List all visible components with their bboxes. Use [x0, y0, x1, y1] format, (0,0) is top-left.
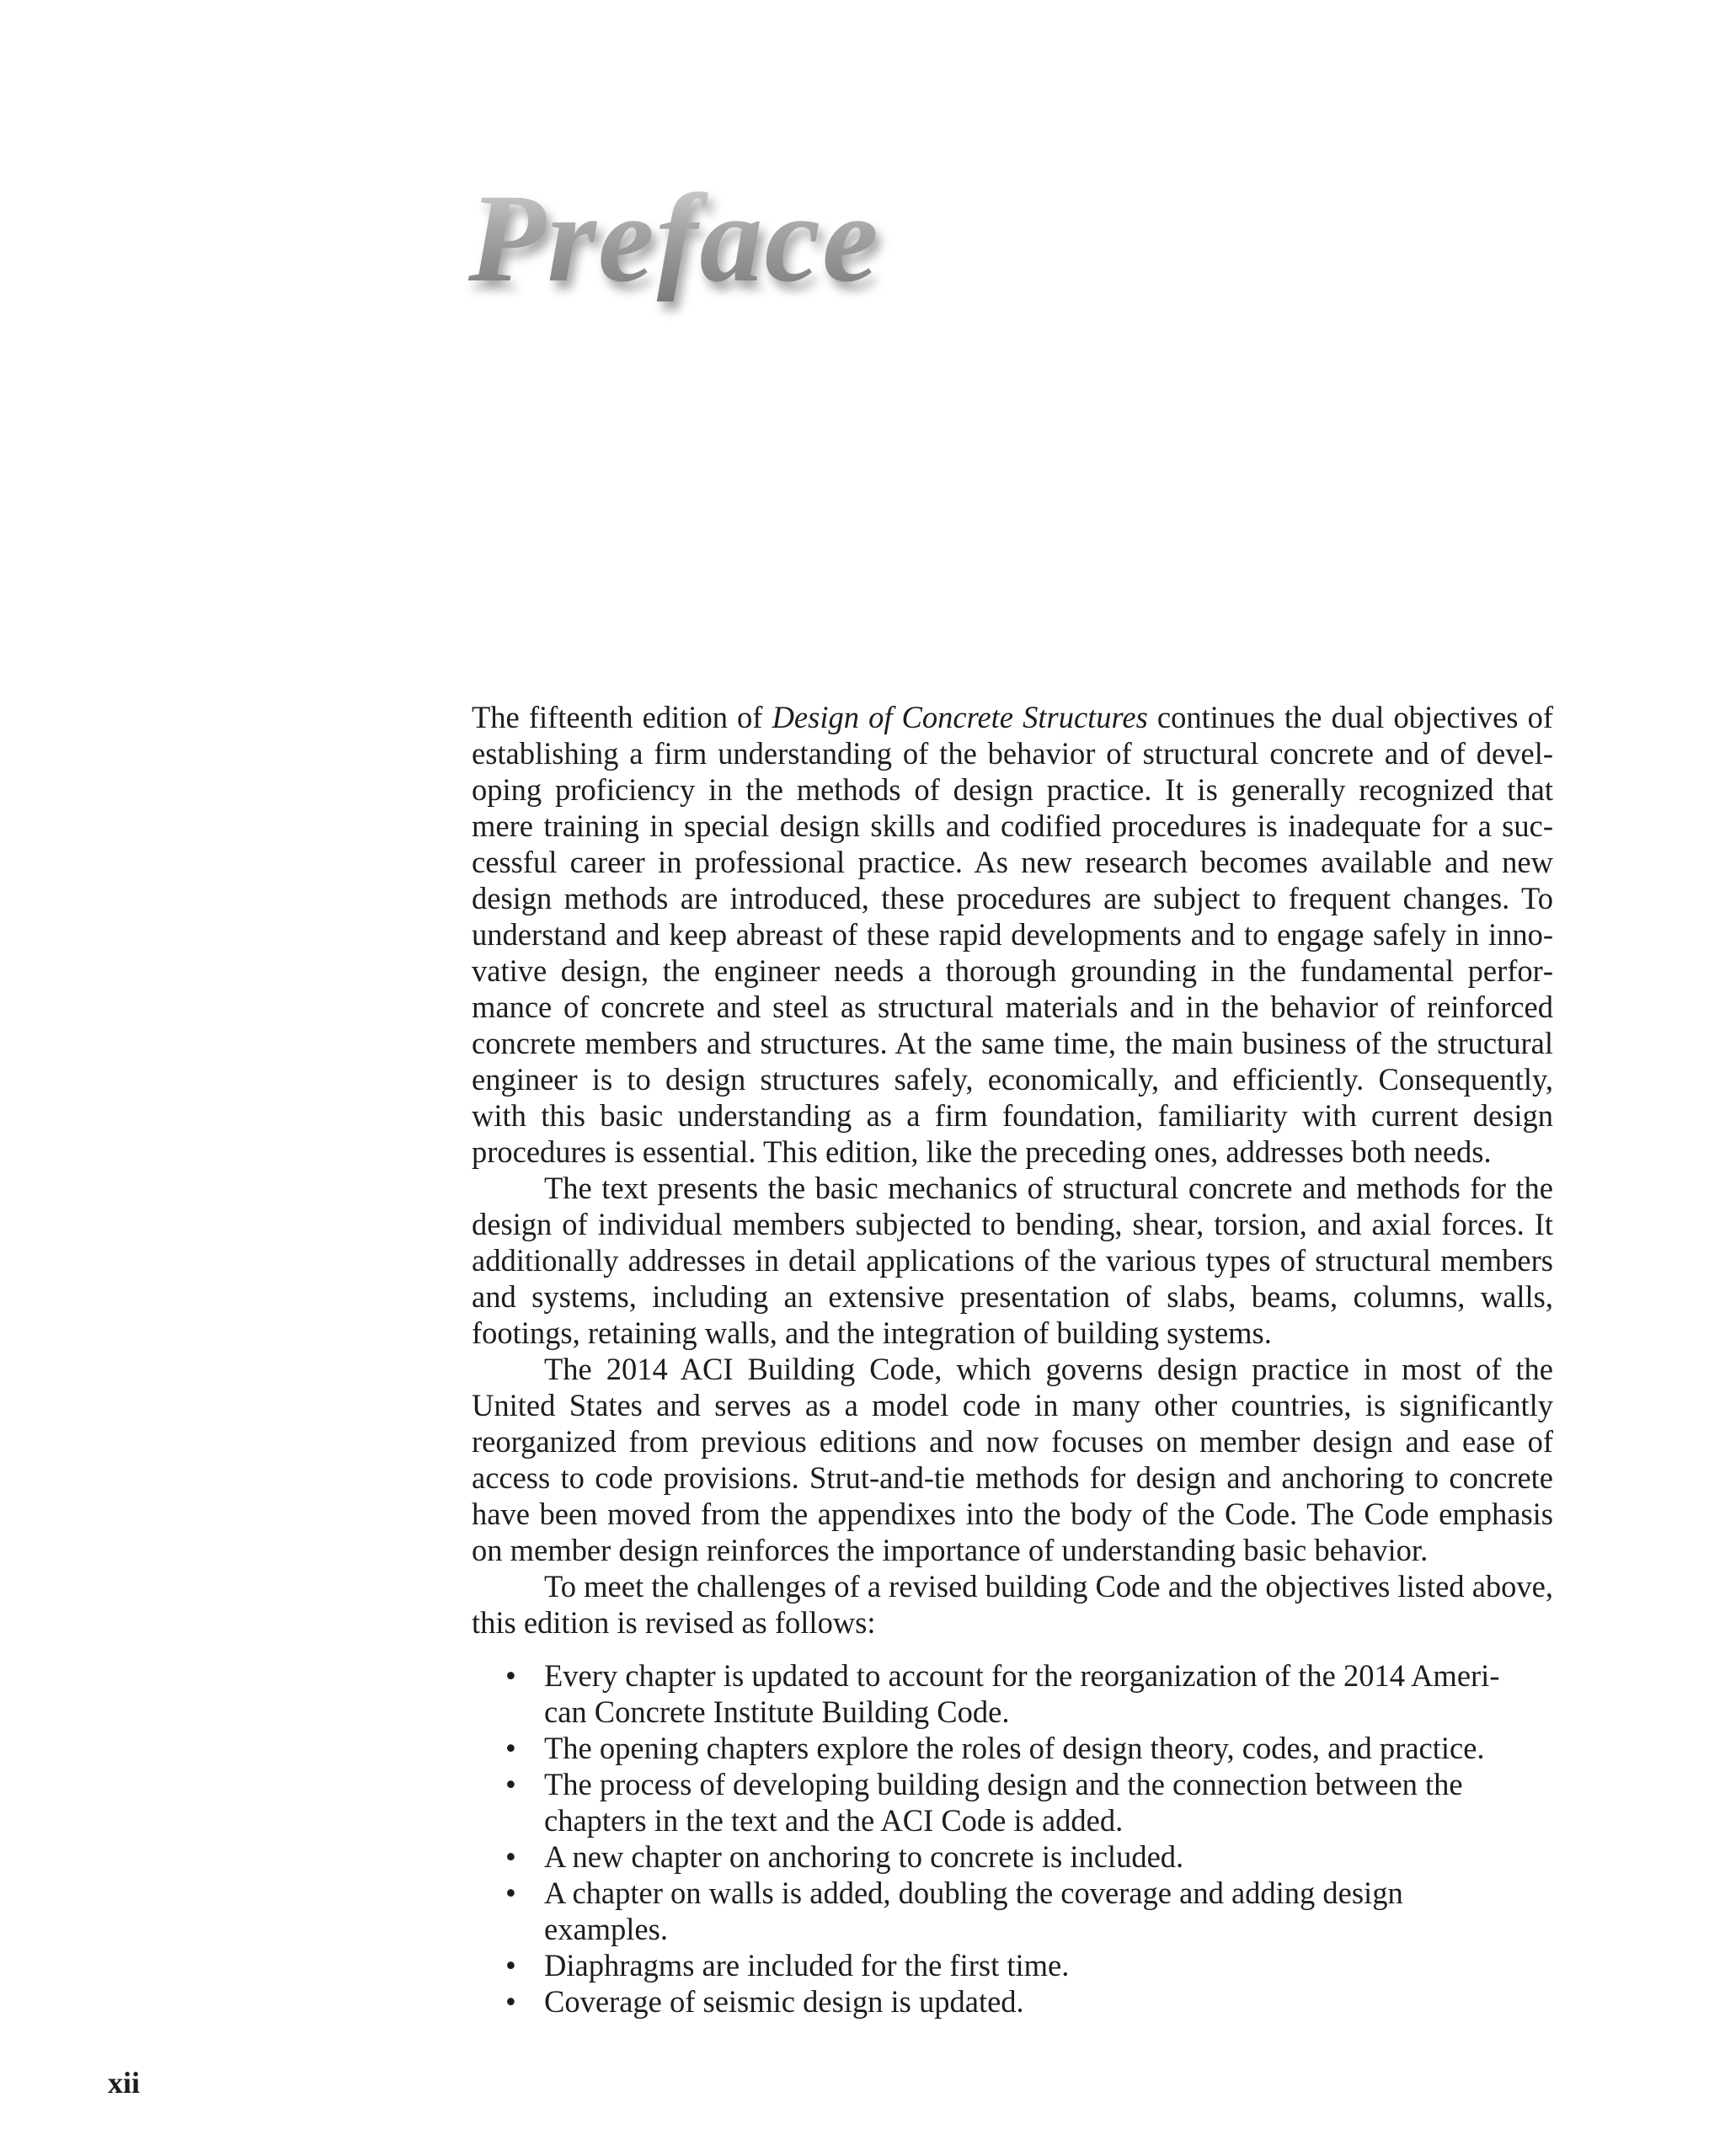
list-item — [472, 1838, 1553, 1875]
list-item — [472, 1947, 1553, 1983]
bullet-icon: • — [505, 1984, 516, 2019]
page-number: xii — [108, 2066, 141, 2100]
bullet-icon: • — [505, 1876, 516, 1910]
list-item-text: A chapter on walls is added, doubling the coverage and adding design examples. — [544, 1876, 1403, 1946]
paragraph-1-lead: The fifteenth edition of — [472, 700, 772, 734]
bullet-icon: • — [505, 1767, 516, 1801]
list-item-text: Diaphragms are included for the first time. — [544, 1948, 1070, 1983]
paragraph-1-rest: continues the dual objectives of establishing a firm understanding of the behavior of structural concrete and of developing proficiency in the methods of design practice. It is generally recognized that mere training in special design skills and codified procedures is inadequate for a successful career in professional practice. As new research becomes available and new design methods are introduced, these procedures are subject to frequent changes. To understand and keep abreast of these rapid developments and to engage safely in innovative design, the engineer needs a thorough grounding in the fundamental performance of concrete and steel as structural materials and in the behavior of reinforced concrete members and structures. At the same time, the main business of the structural engineer is to design structures safely, economically, and efficiently. Consequently, with this basic understanding as a firm foundation, familiarity with current design procedures is essential. This edition, like the preceding ones, addresses both needs. — [472, 700, 1553, 1169]
preface-body — [472, 699, 1553, 2020]
list-item-text: Coverage of seismic design is updated. — [544, 1984, 1024, 2019]
paragraph-4: To meet the challenges of a revised building Code and the objectives listed above, this edition is revised as follows: — [472, 1569, 1553, 1640]
list-item — [472, 1657, 1553, 1730]
revision-list — [472, 1657, 1553, 2020]
bullet-icon: • — [505, 1731, 516, 1765]
book-title: Design of Concrete Structures — [772, 700, 1148, 734]
list-item-text: The opening chapters explore the roles of design theory, codes, and practice. — [544, 1731, 1485, 1765]
list-item — [472, 1730, 1553, 1766]
paragraph-1 — [472, 699, 1553, 1170]
list-item — [472, 1875, 1553, 1947]
list-item — [472, 1983, 1553, 2020]
bullet-icon: • — [505, 1839, 516, 1874]
list-item-text: Every chapter is updated to account for the reorganization of the 2014 American Concrete Institute Building Code. — [544, 1658, 1500, 1729]
list-item-text: The process of developing building design and the connection between the chapters in the text and the ACI Code is added. — [544, 1767, 1463, 1838]
list-item-text: A new chapter on anchoring to concrete is included. — [544, 1839, 1184, 1874]
list-item — [472, 1766, 1553, 1838]
paragraph-3: The 2014 ACI Building Code, which governs design practice in most of the United States and serves as a model code in many other countries, is significantly reorganized from previous editions and now focuses on member design and ease of access to code provisions. Strut-and-tie methods for design and anchoring to concrete have been moved from the appendixes into the body of the Code. The Code emphasis on member design reinforces the importance of understanding basic behavior. — [472, 1352, 1553, 1567]
bullet-icon: • — [505, 1948, 516, 1983]
paragraph-2: The text presents the basic mechanics of structural concrete and methods for the design of individual members subjected to bending, shear, torsion, and axial forces. It additionally addresses in detail applications of the various types of structural members and systems, including an extensive presentation of slabs, beams, columns, walls, footings, retaining walls, and the integration of building systems. — [472, 1171, 1553, 1350]
page-title: Preface — [468, 168, 880, 308]
bullet-icon: • — [505, 1658, 516, 1693]
